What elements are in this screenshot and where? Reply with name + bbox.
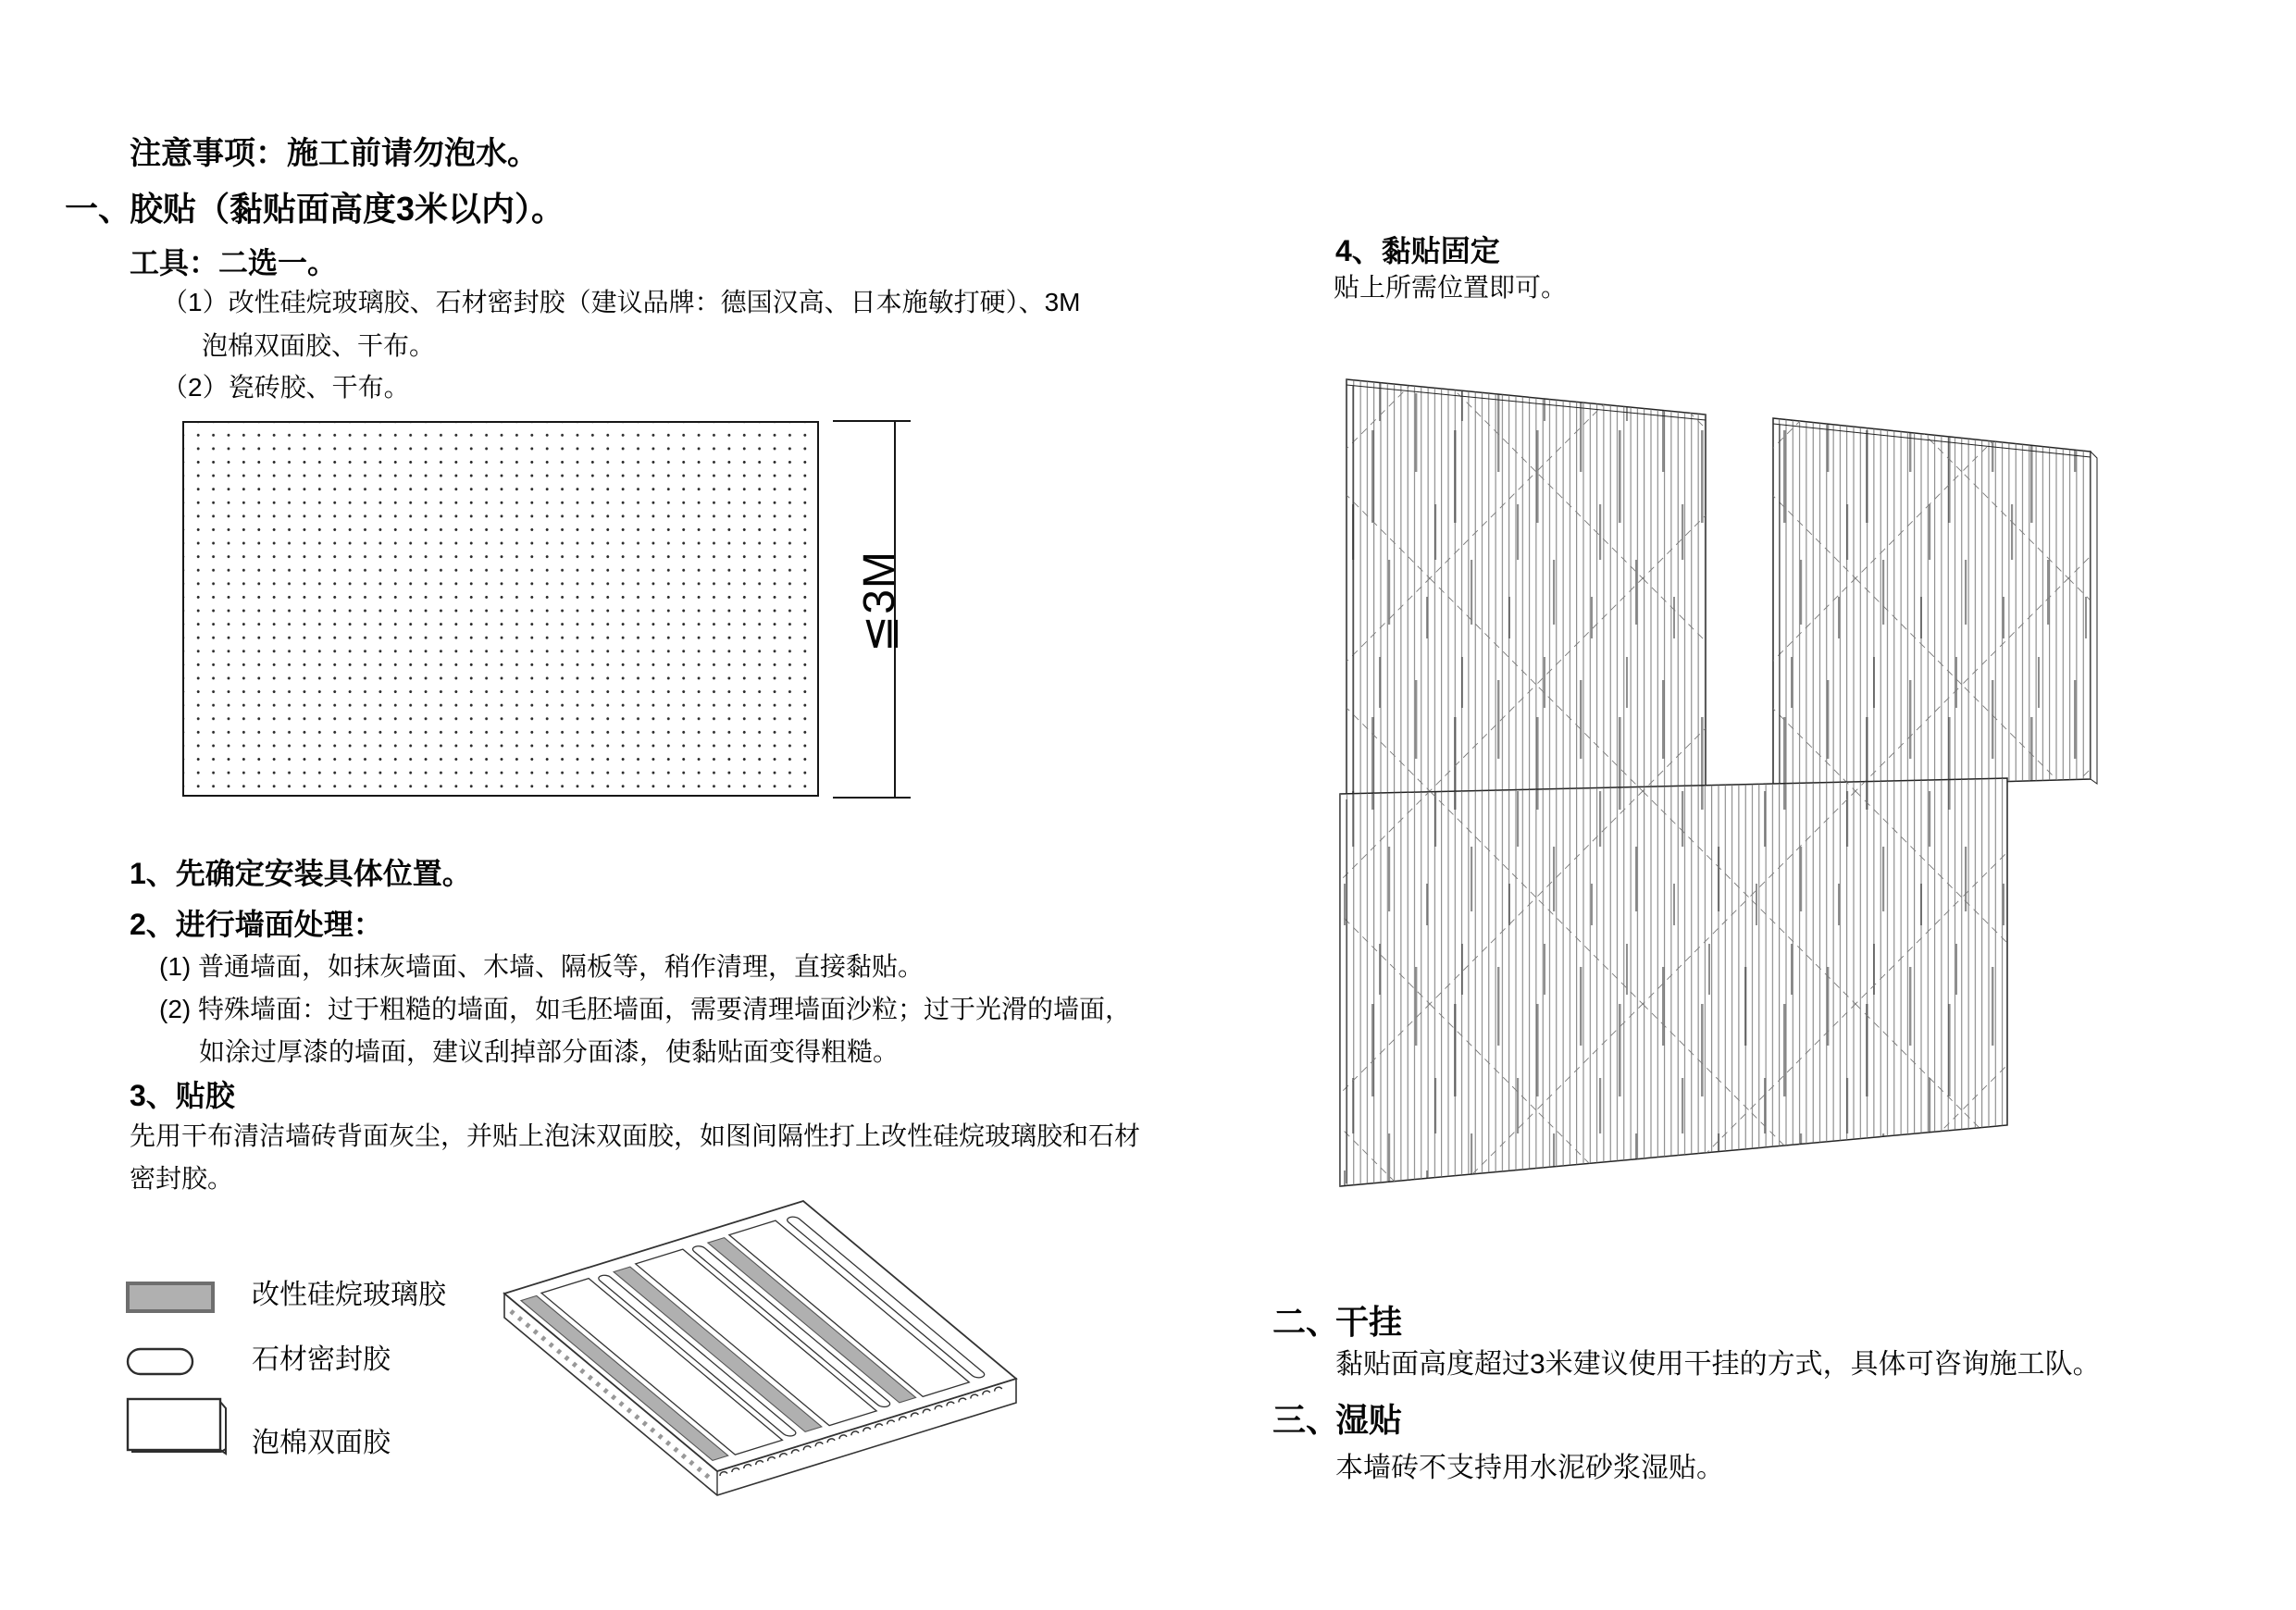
legend-swatch-foam-tape — [128, 1399, 226, 1454]
step2-sub2-line2: 如涂过厚漆的墙面，建议刮掉部分面漆，使黏贴面变得粗糙。 — [199, 1037, 900, 1066]
tool-option1-line1: （1）改性硅烷玻璃胶、石材密封胶（建议品牌：德国汉高、日本施敏打硬）、3M — [162, 288, 1081, 316]
step4-desc: 贴上所需位置即可。 — [1334, 273, 1568, 302]
section2-number: 二、 — [1272, 1303, 1340, 1341]
step1-line: 1、先确定安装具体位置。 — [130, 857, 472, 890]
legend-label-silane-glass-glue: 改性硅烷玻璃胶 — [252, 1280, 446, 1310]
panel-top-right — [1773, 418, 2097, 788]
legend-swatch-stone-sealant — [128, 1349, 192, 1374]
dimension-tick-bottom — [833, 797, 911, 799]
dimension-tick-top — [833, 420, 911, 422]
panel-top-left — [1347, 379, 1706, 794]
section3-number: 三、 — [1272, 1401, 1340, 1439]
tile-back-diagram — [463, 1161, 1055, 1550]
section1-title: 胶贴（黏贴面高度3米以内）。 — [130, 190, 565, 228]
section2-title: 干挂 — [1335, 1303, 1403, 1341]
tool-option1-line2: 泡棉双面胶、干布。 — [202, 331, 436, 360]
step2-line: 2、进行墙面处理： — [130, 908, 383, 941]
wall-panels-diagram — [1323, 365, 2119, 1208]
section3-desc: 本墙砖不支持用水泥砂浆湿贴。 — [1335, 1453, 1724, 1483]
legend-swatch-silane-glass-glue — [128, 1283, 213, 1311]
adhesion-area-diagram — [182, 421, 819, 797]
section1-number: 一、 — [65, 190, 132, 228]
tools-heading: 工具：二选一。 — [130, 246, 338, 279]
legend-swatches — [120, 1272, 241, 1467]
dimension-label: ≦3M — [855, 551, 904, 652]
step3-desc-line2: 密封胶。 — [130, 1164, 234, 1193]
step4-line: 4、黏贴固定 — [1335, 234, 1500, 267]
notice-line: 注意事项：施工前请勿泡水。 — [130, 136, 539, 171]
step3-desc-line1: 先用干布清洁墙砖背面灰尘，并贴上泡沫双面胶，如图间隔性打上改性硅烷玻璃胶和石材 — [130, 1121, 1141, 1150]
section3-title: 湿贴 — [1335, 1401, 1403, 1439]
step2-sub2-line1: (2) 特殊墙面：过于粗糙的墙面，如毛胚墙面，需要清理墙面沙粒；过于光滑的墙面， — [159, 995, 1132, 1023]
step3-line: 3、贴胶 — [130, 1079, 235, 1112]
legend-label-stone-sealant: 石材密封胶 — [252, 1344, 391, 1375]
legend-label-foam-tape: 泡棉双面胶 — [252, 1428, 391, 1458]
step2-sub1: (1) 普通墙面，如抹灰墙面、木墙、隔板等，稍作清理，直接黏贴。 — [159, 952, 925, 981]
tool-option2: （2）瓷砖胶、干布。 — [162, 373, 410, 402]
section2-desc: 黏贴面高度超过3米建议使用干挂的方式，具体可咨询施工队。 — [1335, 1349, 2101, 1380]
panel-bottom — [1340, 778, 2007, 1186]
